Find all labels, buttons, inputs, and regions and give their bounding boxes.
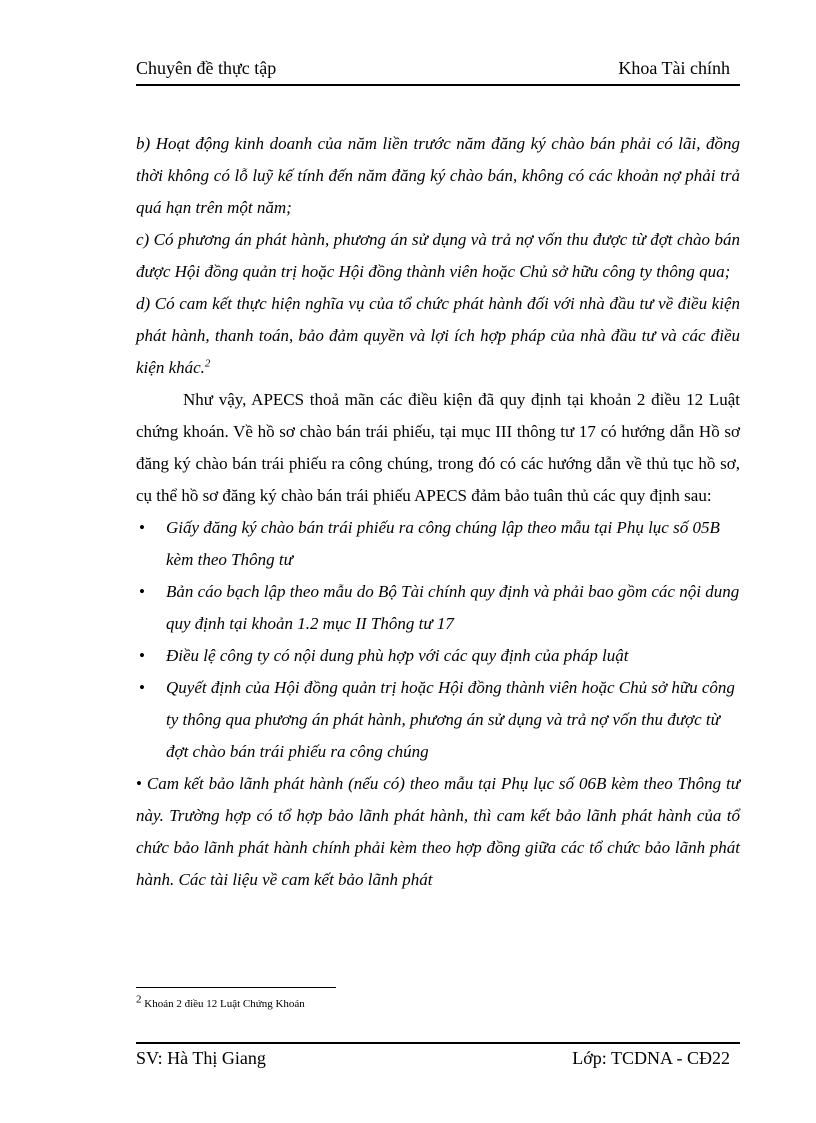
bullet-icon: • (139, 582, 145, 601)
list-item-text: Giấy đăng ký chào bán trái phiếu ra công chúng lập theo mẫu tại Phụ lục số 05B kèm theo Thông tư (166, 518, 720, 569)
list-item-text: Bản cáo bạch lập theo mẫu do Bộ Tài chính quy định và phải bao gồm các nội dung quy định tại khoản 1.2 mục II Thông tư 17 (166, 582, 740, 633)
list-item-text: Điều lệ công ty có nội dung phù hợp với các quy định của pháp luật (166, 646, 629, 665)
page-footer (136, 1042, 740, 1074)
last-bullet-text: Cam kết bảo lãnh phát hành (nếu có) theo mẫu tại Phụ lục số 06B kèm theo Thông tư này. Trường hợp có tổ hợp bảo lãnh phát hành, thì cam kết bảo lãnh phát hành của tổ chức bảo lãnh phát hành chính phải kèm theo hợp đồng giữa các tổ chức bảo lãnh phát hành. Các tài liệu về cam kết bảo lãnh phát (136, 774, 740, 889)
page-header (136, 58, 740, 86)
list-item (136, 640, 740, 672)
paragraph-d (136, 288, 740, 384)
list-item-text: Quyết định của Hội đồng quản trị hoặc Hội đồng thành viên hoặc Chủ sở hữu công ty thông qua phương án phát hành, phương án sử dụng và trả nợ vốn thu được từ đợt chào bán trái phiếu ra công chúng (166, 678, 735, 761)
footnote (136, 993, 305, 1010)
bullet-icon: • (139, 518, 145, 537)
list-item (136, 672, 740, 768)
bullet-icon: • (136, 774, 142, 793)
paragraph-d-text: d) Có cam kết thực hiện nghĩa vụ của tổ chức phát hành đối với nhà đầu tư về điều kiện phát hành, thanh toán, bảo đảm quyền và lợi ích hợp pháp của nhà đầu tư và các điều kiện khác. (136, 294, 740, 377)
bullet-list (136, 512, 740, 768)
list-item (136, 576, 740, 640)
last-bullet-paragraph (136, 768, 740, 896)
paragraph-b: b) Hoạt động kinh doanh của năm liền trước năm đăng ký chào bán phải có lãi, đồng thời không có lỗ luỹ kế tính đến năm đăng ký chào bán, không có các khoản nợ phải trả quá hạn trên một năm; (136, 134, 740, 217)
list-item (136, 512, 740, 576)
page-body (136, 128, 740, 896)
footnote-text: Khoản 2 điều 12 Luật Chứng Khoán (144, 998, 305, 1010)
footnote-number: 2 (136, 993, 142, 1006)
footnote-reference: 2 (204, 357, 211, 370)
header-right-title: Khoa Tài chính (618, 58, 730, 78)
bullet-icon: • (139, 678, 145, 697)
paragraph-c: c) Có phương án phát hành, phương án sử dụng và trả nợ vốn thu được từ đợt chào bán được Hội đồng quản trị hoặc Hội đồng thành viên hoặc Chủ sở hữu công ty thông qua; (136, 230, 740, 281)
footnote-separator (136, 987, 336, 988)
bullet-icon: • (139, 646, 145, 665)
footer-class: Lớp: TCDNA - CĐ22 (572, 1048, 730, 1068)
main-paragraph: Như vậy, APECS thoả mãn các điều kiện đã quy định tại khoản 2 điều 12 Luật chứng khoán. Về hồ sơ chào bán trái phiếu, tại mục III thông tư 17 có hướng dẫn Hồ sơ đăng ký chào bán trái phiếu ra công chúng, trong đó có các hướng dẫn về thủ tục hồ sơ, cụ thể hồ sơ đăng ký chào bán trái phiếu APECS đảm bảo tuân thủ các quy định sau: (136, 390, 740, 505)
footer-student-name: SV: Hà Thị Giang (136, 1048, 266, 1068)
header-left-title: Chuyên đề thực tập (136, 58, 277, 78)
